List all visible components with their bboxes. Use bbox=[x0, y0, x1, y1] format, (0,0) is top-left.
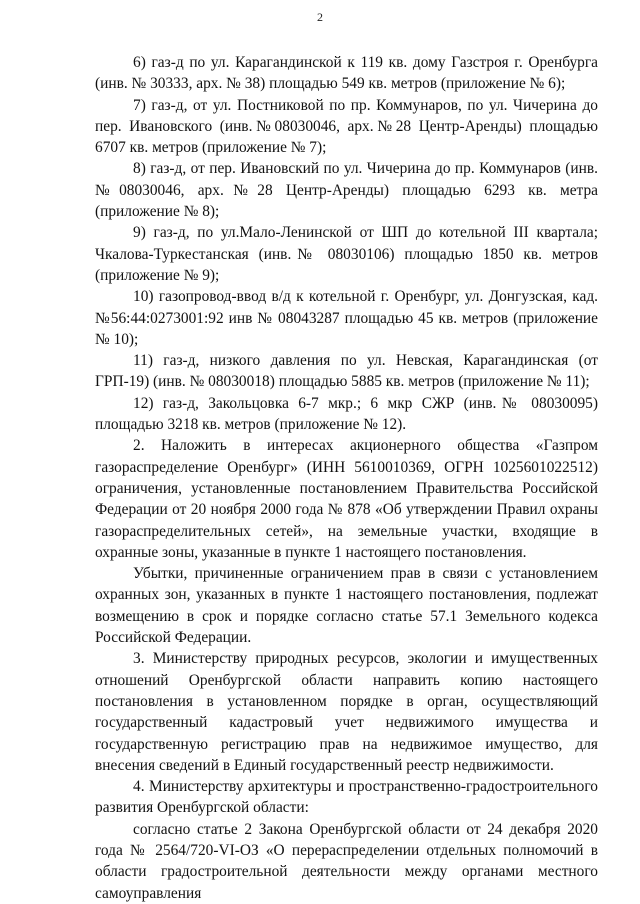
clause-2-losses: Убытки, причиненные ограничением прав в связи с установлением охранных зон, указанных в пункте 1 настоящего постановления, подлежат возмещению в срок и порядке согласно статье 57.1 Земельного кодекса Российской Федерации. bbox=[95, 565, 598, 647]
list-item-7: 7) газ-д, от ул. Постниковой по пр. Коммунаров, по ул. Чичерина до пер. Ивановского (инв.№08030046, арх.№28 Центр-Аренды) площадью 6707 кв. метров (приложение № 7); bbox=[95, 96, 598, 157]
list-item-6: 6) газ-д по ул. Карагандинской к 119 кв. дому Газстроя г. Оренбурга (инв. № 30333, арх. № 38) площадью 549 кв. метров (приложение № 6); bbox=[95, 54, 598, 93]
clause-4-subitem: согласно статье 2 Закона Оренбургской области от 24 декабря 2020 года № 2564/720-VI-ОЗ «О перераспределении отдельных полномочий в области градостроительной деятельности между органами местного самоуправления bbox=[95, 820, 598, 902]
list-item-11: 11) газ-д, низкого давления по ул. Невская, Карагандинская (от ГРП-19) (инв. № 08030018) площадью 5885 кв. метров (приложение № 11); bbox=[95, 352, 598, 391]
list-item-8: 8) газ-д, от пер. Ивановский по ул. Чичерина до пр. Коммунаров (инв.№08030046, арх.№28 Центр-Аренды) площадью 6293 кв. метра (приложение № 8); bbox=[95, 160, 598, 221]
document-body bbox=[95, 52, 598, 904]
list-item-12: 12) газ-д, Закольцовка 6-7 мкр.; 6 мкр СЖР (инв.№ 08030095) площадью 3218 кв. метров (приложение № 12). bbox=[95, 394, 598, 434]
list-item-10: 10) газопровод-ввод в/д к котельной г. Оренбург, ул. Донгузская, кад. №56:44:0273001:92 инв № 08043287 площадью 45 кв. метров (приложение № 10); bbox=[95, 288, 598, 348]
list-item-9: 9) газ-д, по ул.Мало-Ленинской от ШП до котельной III квартала; Чкалова-Туркестанская (инв.№ 08030106) площадью 1850 кв. метров (приложение № 9); bbox=[95, 224, 598, 284]
clause-2: 2. Наложить в интересах акционерного общества «Газпром газораспределение Оренбург» (ИНН 5610010369, ОГРН 1025601022512) ограничения, установленные постановлением Правительства Российской Федерации от 20 ноября 2000 года № 878 «Об утверждении Правил охраны газораспределительных сетей», на земельные участки, входящие в охранные зоны, указанные в пункте 1 настоящего постановления. bbox=[95, 437, 598, 561]
clause-3: 3. Министерству природных ресурсов, экологии и имущественных отношений Оренбургской области направить копию настоящего постановления в установленном порядке в орган, осуществляющий государственный кадастровый учет недвижимого имущества и государственную регистрацию прав на недвижимое имущество, для внесения сведений в Единый государственный реестр недвижимости. bbox=[95, 650, 598, 774]
page-number: 2 bbox=[317, 10, 323, 24]
clause-4: 4. Министерству архитектуры и пространственно-градостроительного развития Оренбургской области: bbox=[95, 778, 598, 817]
